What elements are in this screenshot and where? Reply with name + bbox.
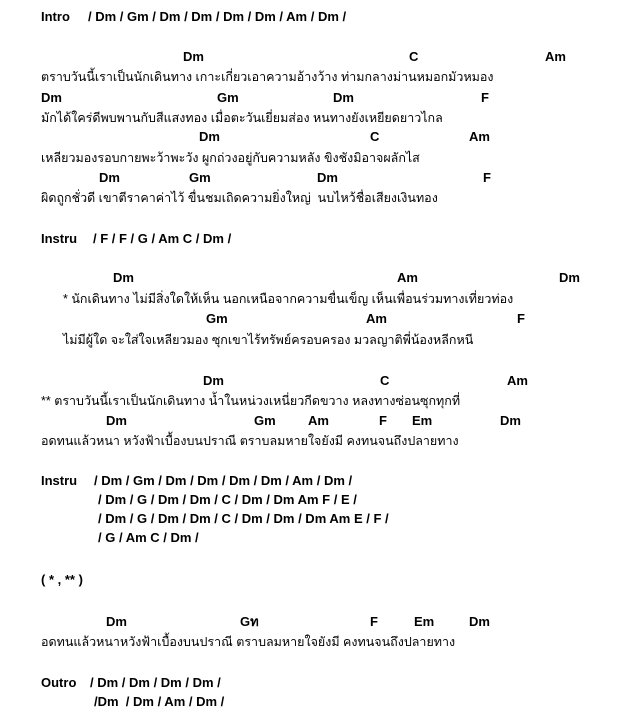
instru-chords-line: / Dm / G / Dm / Dm / C / Dm / Dm / Dm Am E / F / [98, 511, 389, 526]
chord: Dm [203, 373, 224, 388]
chord: Dm [559, 270, 580, 285]
chord: F [481, 90, 489, 105]
chord: Dm [317, 170, 338, 185]
chord: Gm [189, 170, 211, 185]
lyric-line: * นักเดินทาง ไม่มีสิ่งใดให้เห็น นอกเหนือจากความขื่นเข็ญ เห็นเพื่อนร่วมทางเที่ยวท่อง [63, 292, 514, 306]
repeat-marker: ( * , ** ) [41, 572, 83, 587]
chord: Dm [41, 90, 62, 105]
instru-chords-line: / G / Am C / Dm / [98, 530, 199, 545]
outro-chords-line: /Dm / Dm / Am / Dm / [94, 694, 225, 709]
chord: Dm [469, 614, 490, 629]
chord: Am [469, 129, 490, 144]
chord: F [517, 311, 525, 326]
chord: Gm [217, 90, 239, 105]
instru-label: Instru [41, 231, 78, 246]
lyric-line: อดทนแล้วหนาหวังฟ้าเบื้องบนปราณี ตราบลมหายใจยังมี คงทนจนถึงปลายทาง [41, 635, 456, 649]
chord: Em [412, 413, 433, 428]
chord: Dm [113, 270, 134, 285]
chord: Am [308, 413, 329, 428]
chord: Gm [206, 311, 228, 326]
lyric-line: มักได้ใคร่ดีพบพานกับสีแสงทอง เมื่อตะวันเยี่ยมส่อง หนทางยังเหยียดยาวไกล [41, 111, 443, 125]
chord: C [380, 373, 390, 388]
chord: Gท [240, 614, 259, 629]
chord: Dm [333, 90, 354, 105]
chord: Gm [254, 413, 276, 428]
lyric-line: อดทนแล้วหนา หวังฟ้าเบื้องบนปราณี ตราบลมหายใจยังมี คงทนจนถึงปลายทาง [41, 434, 459, 448]
chord: Em [414, 614, 435, 629]
chord: Am [545, 49, 566, 64]
intro-label: Intro [41, 9, 70, 24]
chord: F [370, 614, 378, 629]
outro-chords-line: / Dm / Dm / Dm / Dm / [90, 675, 221, 690]
lyric-line: ไม่มีผู้ใด จะใส่ใจเหลียวมอง ซุกเขาไร้ทรัพย์ครอบครอง มวลญาติพี่น้องหลีกหนี [63, 333, 474, 347]
chord: Dm [106, 614, 127, 629]
instru-chords-line: / Dm / Gm / Dm / Dm / Dm / Dm / Am / Dm / [94, 473, 353, 488]
chord: Am [507, 373, 528, 388]
lyric-line: เหลียวมองรอบกายพะว้าพะวัง ผูกถ่วงอยู่กับความหลัง ขิงชังมิอาจผลักไส [41, 151, 420, 165]
lyric-line: ** ตราบวันนี้เราเป็นนักเดินทาง น้ำในหน่วงเหนี่ยวกีดขวาง หลงทางซ่อนซุกทุกที่ [41, 394, 461, 408]
chord: Am [397, 270, 418, 285]
chord: F [379, 413, 387, 428]
chord: Dm [106, 413, 127, 428]
chord: Dm [199, 129, 220, 144]
chord: F [483, 170, 491, 185]
lyric-line: ผิดถูกชั่วดี เขาตีราคาค่าไว้ ขื่นชมเถิดความยิ่งใหญ่ นบไหว้ชื่อเสียงเงินทอง [41, 191, 438, 205]
chord: C [370, 129, 380, 144]
intro-chords: / Dm / Gm / Dm / Dm / Dm / Dm / Am / Dm / [88, 9, 347, 24]
instru-chords: / F / F / G / Am C / Dm / [93, 231, 232, 246]
lyric-line: ตราบวันนี้เราเป็นนักเดินทาง เกาะเกี่ยวเอาความอ้างว้าง ท่ามกลางม่านหมอกมัวหมอง [41, 70, 494, 84]
outro-label: Outro [41, 675, 77, 690]
chord: Dm [500, 413, 521, 428]
chord: Am [366, 311, 387, 326]
chord: Dm [183, 49, 204, 64]
chord: C [409, 49, 419, 64]
instru-label: Instru [41, 473, 78, 488]
instru-chords-line: / Dm / G / Dm / Dm / C / Dm / Dm Am F / E / [98, 492, 357, 507]
chord: Dm [99, 170, 120, 185]
